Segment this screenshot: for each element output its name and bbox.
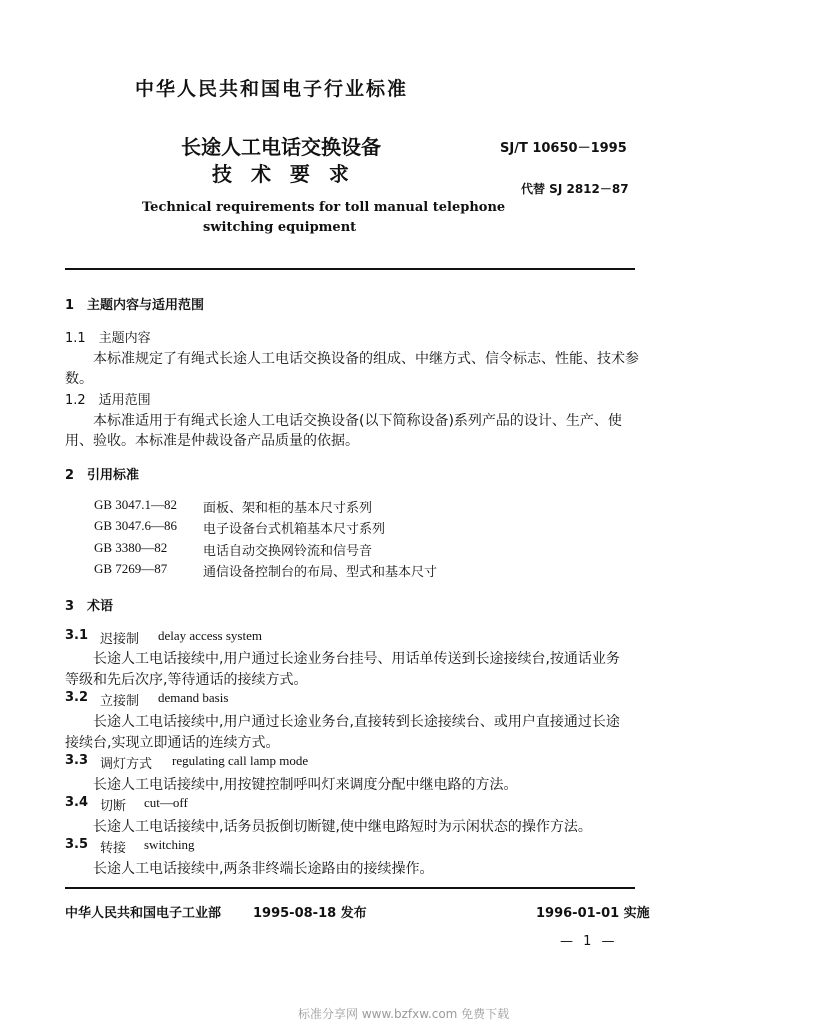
standard-number: SJ/T 10650－1995 — [500, 141, 627, 156]
ref-code: GB 3047.1—82 — [94, 497, 178, 512]
section2-heading: 2 引用标准 — [65, 468, 140, 483]
section1-2-heading: 1.2 适用范围 — [65, 393, 151, 408]
ref-title: 通信设备控制台的布局、型式和基本尺寸 — [203, 565, 438, 580]
watermark: 标准分享网 www.bzfxw.com 免费下载 — [298, 1007, 510, 1021]
bottom-rule — [65, 887, 635, 889]
title-en-line1: Technical requirements for toll manual telephone — [142, 200, 506, 215]
term-cn: 切断 — [100, 799, 127, 814]
term-text-line2: 接续台,实现立即通话的连续方式。 — [65, 735, 280, 751]
ref-code: GB 3380—82 — [94, 540, 168, 555]
section1-1-text-line1: 本标准规定了有绳式长途人工电话交换设备的组成、中继方式、信令标志、性能、技术参 — [93, 351, 639, 367]
ref-title: 电子设备台式机箱基本尺寸系列 — [203, 522, 386, 537]
term-number: 3.5 — [65, 837, 89, 852]
title-en-line2: switching equipment — [203, 220, 357, 235]
ref-title: 面板、架和柜的基本尺寸系列 — [203, 501, 373, 516]
term-text-line2: 等级和先后次序,等待通话的接续方式。 — [65, 672, 308, 688]
doc-title-line2: 技 术 要 求 — [212, 162, 355, 186]
section1-1-heading: 1.1 主题内容 — [65, 331, 151, 346]
term-number: 3.1 — [65, 628, 89, 643]
issue-date: 1995-08-18 发布 — [253, 906, 367, 921]
issuer: 中华人民共和国电子工业部 — [65, 906, 222, 921]
term-text-line1: 长途人工电话接续中,话务员扳倒切断键,使中继电路短时为示闲状态的操作方法。 — [93, 819, 592, 835]
term-cn: 迟接制 — [100, 632, 140, 647]
doc-title: 长途人工电话交换设备 — [181, 135, 381, 159]
term-cn: 转接 — [100, 841, 127, 856]
term-number: 3.3 — [65, 753, 89, 768]
section1-2-text-line2: 用、验收。本标准是仲裁设备产品质量的依据。 — [65, 433, 359, 449]
section1-2-text-line1: 本标准适用于有绳式长途人工电话交换设备(以下简称设备)系列产品的设计、生产、使 — [93, 413, 622, 429]
term-en: switching — [144, 837, 195, 852]
term-text-line1: 长途人工电话接续中,用按键控制呼叫灯来调度分配中继电路的方法。 — [93, 777, 518, 793]
term-text-line1: 长途人工电话接续中,两条非终端长途路由的接续操作。 — [93, 861, 434, 877]
ref-code: GB 3047.6—86 — [94, 518, 178, 533]
term-cn: 立接制 — [100, 694, 140, 709]
replaces-note: 代替 SJ 2812－87 — [521, 182, 629, 196]
org-title: 中华人民共和国电子行业标准 — [135, 78, 409, 100]
term-cn: 调灯方式 — [100, 757, 153, 772]
term-number: 3.4 — [65, 795, 89, 810]
term-en: demand basis — [158, 690, 229, 705]
section1-heading: 1 主题内容与适用范围 — [65, 298, 205, 313]
page-number: — 1 — — [560, 934, 618, 949]
term-en: regulating call lamp mode — [172, 753, 309, 768]
section1-1-text-line2: 数。 — [65, 371, 93, 387]
term-en: cut—off — [144, 795, 188, 810]
top-rule — [65, 268, 635, 270]
ref-code: GB 7269—87 — [94, 561, 168, 576]
effective-date: 1996-01-01 实施 — [536, 906, 650, 921]
section3-heading: 3 术语 — [65, 599, 114, 614]
term-number: 3.2 — [65, 690, 89, 705]
term-en: delay access system — [158, 628, 262, 643]
term-text-line1: 长途人工电话接续中,用户通过长途业务台挂号、用话单传送到长途接续台,按通话业务 — [93, 651, 620, 667]
ref-title: 电话自动交换网铃流和信号音 — [203, 544, 373, 559]
term-text-line1: 长途人工电话接续中,用户通过长途业务台,直接转到长途接续台、或用户直接通过长途 — [93, 714, 620, 730]
